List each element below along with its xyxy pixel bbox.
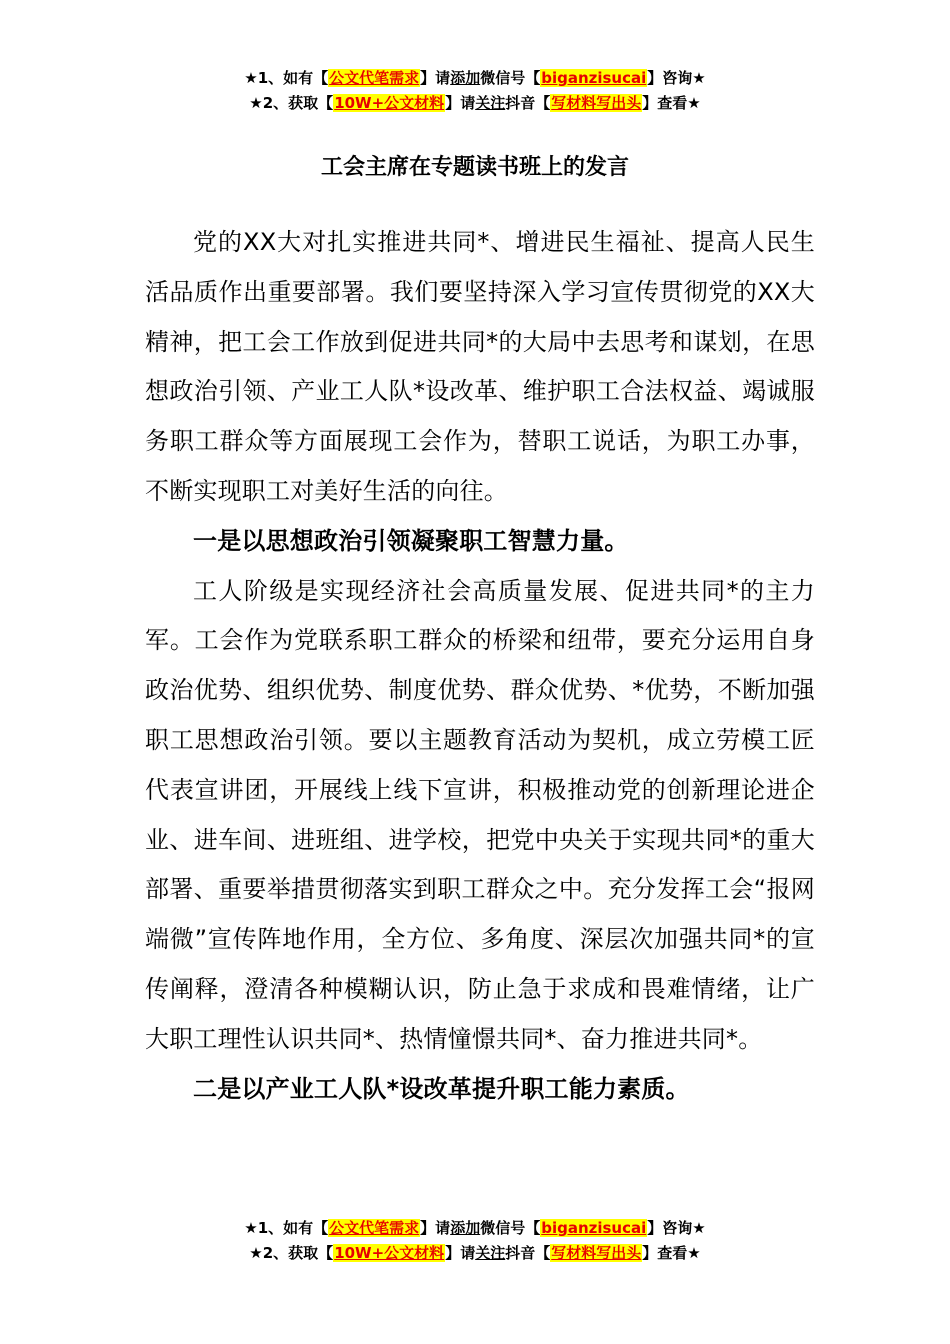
banner-text: 微信号【 (480, 69, 541, 87)
page-title: 工会主席在专题读书班上的发言 (320, 155, 629, 180)
banner-highlight: 10W+公文材料 (334, 94, 445, 112)
banner-text: 】咨询★ (647, 1219, 706, 1237)
header-banner (0, 66, 950, 116)
banner-text: 】查看★ (642, 1244, 701, 1262)
banner-highlight: biganzisucai (541, 69, 647, 87)
banner-text: 】咨询★ (647, 69, 706, 87)
banner-underline: 关注 (475, 94, 506, 112)
banner-line-1 (0, 66, 950, 91)
banner-text: 】查看★ (642, 94, 701, 112)
banner-highlight: 公文代笔需求 (329, 69, 420, 87)
footer-banner (0, 1216, 950, 1266)
banner-text: 抖音【 (505, 1244, 551, 1262)
banner-text: ★1、如有【 (244, 69, 329, 87)
banner-highlight: 10W+公文材料 (334, 1244, 445, 1262)
section-heading: 一是以思想政治引领凝聚职工智慧力量。 (193, 526, 629, 555)
banner-text: 】请 (445, 94, 476, 112)
banner-text: ★2、获取【 (249, 94, 334, 112)
banner-highlight: 写材料写出头 (551, 94, 642, 112)
banner-highlight: 公文代笔需求 (329, 1219, 420, 1237)
section-heading: 二是以产业工人队*设改革提升职工能力素质。 (193, 1074, 690, 1103)
banner-underline: 添加 (450, 69, 481, 87)
banner-line-2 (0, 91, 950, 116)
banner-text: ★1、如有【 (244, 1219, 329, 1237)
banner-underline: 关注 (475, 1244, 506, 1262)
banner-text: 】请 (420, 1219, 451, 1237)
banner-text: 抖音【 (505, 94, 551, 112)
banner-underline: 添加 (450, 1219, 481, 1237)
banner-text: 】请 (420, 69, 451, 87)
banner-highlight: 写材料写出头 (551, 1244, 642, 1262)
paragraph: 党的XX大对扎实推进共同*、增进民生福祉、提高人民生活品质作出重要部署。我们要坚持深入学习宣传贯彻党的XX大精神，把工会工作放到促进共同*的大局中去思考和谋划，在思想政治引领、产业工人队*设改革、维护职工合法权益、竭诚服务职工群众等方面展现工会作为，替职工说话，为职工办事，不断实现职工对美好生活的向往。 (145, 228, 815, 505)
banner-text: 微信号【 (480, 1219, 541, 1237)
banner-highlight: biganzisucai (541, 1219, 647, 1237)
banner-line-1 (0, 1216, 950, 1241)
banner-text: ★2、获取【 (249, 1244, 334, 1262)
banner-text: 】请 (445, 1244, 476, 1262)
document-body (145, 218, 815, 1114)
paragraph: 工人阶级是实现经济社会高质量发展、促进共同*的主力军。工会作为党联系职工群众的桥梁和纽带，要充分运用自身政治优势、组织优势、制度优势、群众优势、*优势，不断加强职工思想政治引领。要以主题教育活动为契机，成立劳模工匠代表宣讲团，开展线上线下宣讲，积极推动党的创新理论进企业、进车间、进班组、进学校，把党中央关于实现共同*的重大部署、重要举措贯彻落实到职工群众之中。充分发挥工会“报网端微”宣传阵地作用，全方位、多角度、深层次加强共同*的宣传阐释，澄清各种模糊认识，防止急于求成和畏难情绪，让广大职工理性认识共同*、热情憧憬共同*、奋力推进共同*。 (145, 576, 815, 1053)
banner-line-2 (0, 1241, 950, 1266)
